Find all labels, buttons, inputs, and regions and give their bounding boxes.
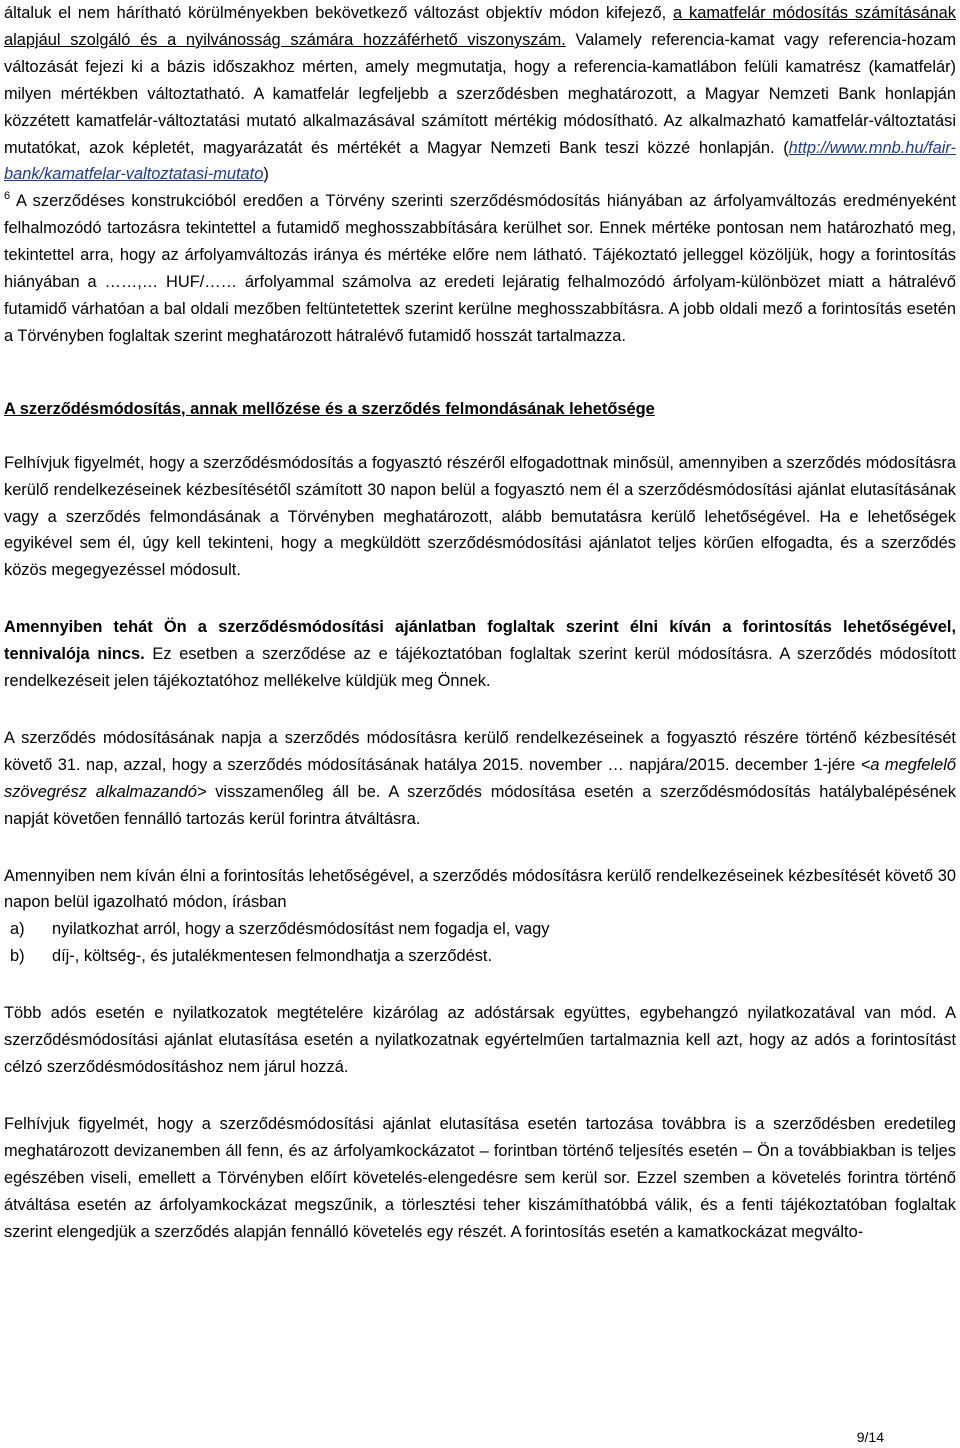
paragraph-modification-date: A szerződés módosításának napja a szerződés módosításra kerülő rendelkezéseinek a fogyasztó részére történő kézbesítését követő 31. nap, azzal, hogy a szerződés módosításának hatálya 2015. november … napjára/2015. december 1-jére <a megfelelő szövegrész alkalmazandó> visszamenőleg áll be. A szerződés módosítása esetén a szerződésmódosítás hatálybalépésének napját követően fennálló tartozás kerül forintra átváltásra. bbox=[4, 728, 957, 828]
list-item-text: nyilatkozhat arról, hogy a szerződésmódosítást nem fogadja el, vagy bbox=[52, 920, 550, 939]
list-marker: a) bbox=[10, 920, 25, 939]
page-number: 9/14 bbox=[856, 1429, 884, 1445]
list-marker: b) bbox=[10, 947, 25, 966]
bold-statement: Amennyiben tehát Ön a szerződésmódosítási ajánlatban foglaltak szerint élni kíván a forintosítás lehetőségével, tennivalója nincs. bbox=[4, 618, 956, 664]
paragraph-multiple-debtors: Több adós esetén e nyilatkozatok megtételére kizárólag az adóstársak együttes, egybehangzó nyilatkozatával van mód. A szerződésmódosítási ajánlat elutasítása esetén a nyilatkozatnak egyértelműen tartalmaznia kell azt, hogy az adós a forintosítást célzó szerződésmódosításhoz nem járul hozzá. bbox=[4, 1004, 956, 1076]
list-item bbox=[4, 943, 956, 970]
document-page bbox=[4, 0, 956, 1245]
paragraph-risk-warning: Felhívjuk figyelmét, hogy a szerződésmódosítási ajánlat elutasítása esetén tartozása továbbra is a szerződésben eredetileg meghatározott devizanemben áll fenn, és az árfolyamkockázatot – forintban történő teljesítés esetén – Ön a továbbiakban is teljes egészében viseli, emellett a Törvényben előírt követelés-elengedésre sem kerül sor. Ezzel szemben a követelés forintra történő átváltása esetén az árfolyamkockázat megszűnik, a törlesztési teher kiszámíthatóbbá válik, és a fenti tájékoztatóban foglaltak szerint elengedjük a szerződés alapján fennálló követelés egy részét. A forintosítás esetén a kamatkockázat megválto- bbox=[4, 1114, 956, 1241]
list-item-text: díj-, költség-, és jutalékmentesen felmondhatja a szerződést. bbox=[52, 947, 493, 966]
mnb-link[interactable]: http://www.mnb.hu/fair-bank/kamatfelar-valtoztatasi-mutato bbox=[4, 138, 956, 184]
paragraph-kamatfelar-mutato: általuk el nem hárítható körülményekben bekövetkező változást objektív módon kifejező, a kamatfelár módosítás számításának alapjául szolgáló és a nyilvánosság számára hozzáférhető viszonyszám. Valamely referencia-kamat vagy referencia-hozam változását fejezi ki a bázis időszakhoz mérten, amely megmutatja, hogy a referencia-kamatlábon felüli kamatrész (kamatfelár) milyen mértékben változtatható. A kamatfelár legfeljebb a szerződésben meghatározott, a Magyar Nemzeti Bank honlapján közzétett kamatfelár-változtatási mutató alkalmazásával számított mértékig módosítható. Az alkalmazható kamatfelár-változtatási mutatókat, azok képletét, magyarázatát és mértékét a Magyar Nemzeti Bank teszi közzé honlapján. (http://www.mnb.hu/fair-bank/kamatfelar-valtoztatasi-mutato) bbox=[4, 4, 956, 184]
footnote-number: 6 bbox=[4, 189, 11, 202]
paragraph-no-action: Amennyiben tehát Ön a szerződésmódosítási ajánlatban foglaltak szerint élni kíván a forintosítás lehetőségével, tennivalója nincs. Ez esetben a szerződése az e tájékoztatóban foglaltak szerint kerül módosításra. A szerződés módosított rendelkezéseit jelen tájékoztatóhoz mellékelve küldjük meg Önnek. bbox=[4, 618, 956, 691]
paragraph-acceptance: Felhívjuk figyelmét, hogy a szerződésmódosítás a fogyasztó részéről elfogadottnak minősül, amennyiben a szerződés módosításra kerülő rendelkezéseinek kézbesítésétől számított 30 napon belül a fogyasztó nem él a szerződésmódosítási ajánlat elutasításának vagy a szerződés felmondásának a Törvényben meghatározott, alább bemutatásra kerülő lehetőségével. Ha e lehetőségek egyikével sem él, úgy kell tekinteni, hogy a megküldött szerződésmódosítási ajánlatot teljes körűen elfogadta, és a szerződés közös megegyezéssel módosult. bbox=[4, 453, 956, 580]
section-heading: A szerződésmódosítás, annak mellőzése és a szerződés felmondásának lehetősége bbox=[4, 399, 655, 418]
italic-placeholder: <a megfelelő szövegrész alkalmazandó> bbox=[4, 755, 957, 801]
list-item bbox=[4, 916, 956, 943]
paragraph-declination: Amennyiben nem kíván élni a forintosítás lehetőségével, a szerződés módosításra kerülő rendelkezéseinek kézbesítését követő 30 napon belül igazolható módon, írásban bbox=[4, 866, 956, 912]
underlined-definition: a kamatfelár módosítás számításának alapjául szolgáló és a nyilvánosság számára hozzáférhető viszonyszám. bbox=[4, 4, 956, 49]
footnote-6: $^6$ A szerződéses konstrukcióból eredően a Törvény szerinti szerződésmódosítás hiányában az árfolyamváltozás eredményeként felhalmozódó tartozásra tekintettel a futamidő meghosszabbítására kerülhet sor. Ennek mértéke pontosan nem határozható meg, tekintettel arra, hogy az árfolyamváltozás iránya és mértéke előre nem látható. Tájékoztató jelleggel közöljük, hogy a forintosítás hiányában a ……,… HUF/…… árfolyammal számolva az eredeti lejáratig felhalmozódó árfolyam-különbözet miatt a hátralévő futamidő várhatóan a bal oldali mezőben feltüntetettek szerint kerülne meghosszabbításra. A jobb oldali mező a forintosítás esetén a Törvényben foglaltak szerint meghatározott hátralévő futamidő hosszát tartalmazza. bbox=[4, 189, 956, 345]
